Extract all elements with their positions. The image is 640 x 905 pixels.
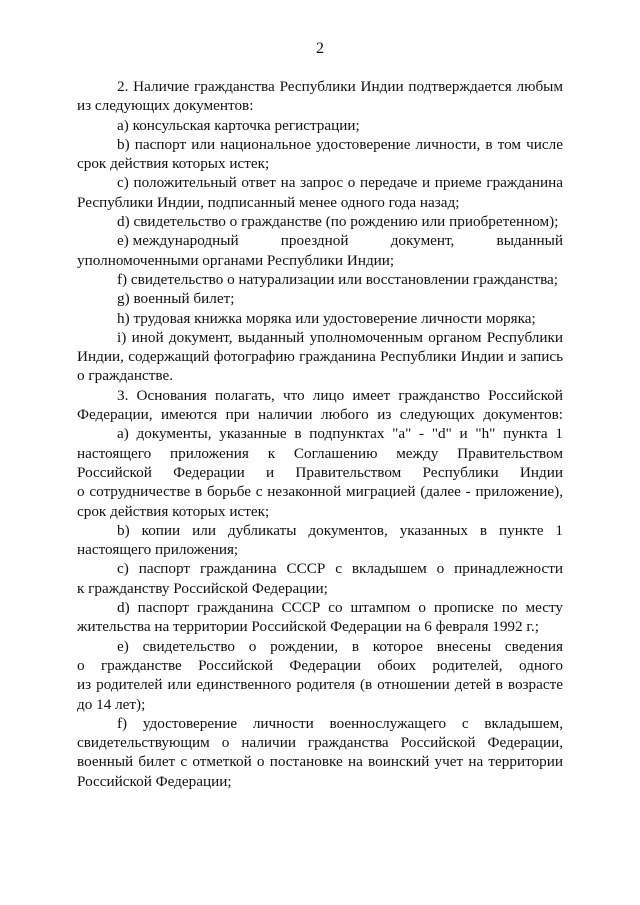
item-3f-line-2: свидетельствующим о наличии гражданства Российской Федерации, xyxy=(77,734,563,752)
item-3e-line-3: из родителей или единственного родителя (в отношении детей в возрасте xyxy=(77,676,563,694)
item-2e-word-3: документ, xyxy=(390,232,455,250)
item-3b-line-1: b) копии или дубликаты документов, указанных в пункте 1 xyxy=(117,521,563,539)
item-2c-line-2: Республики Индии, подписанный менее одного года назад; xyxy=(77,193,460,211)
item-2e-line-1 xyxy=(77,231,563,250)
paragraph-3-line-2: Федерации, имеются при наличии любого из следующих документов: xyxy=(77,406,563,424)
item-3f-line-4: Российской Федерации; xyxy=(77,772,232,790)
item-2d-line-1: d) свидетельство о гражданстве (по рождению или приобретенном); xyxy=(117,213,559,231)
item-2f-line-1: f) свидетельство о натурализации или восстановлении гражданства; xyxy=(117,270,559,288)
item-3e-line-1: е) свидетельство о рождении, в которое внесены сведения xyxy=(117,637,563,655)
item-3c-line-2: к гражданству Российской Федерации; xyxy=(77,579,328,597)
item-3a-line-1: а) документы, указанные в подпунктах "a" - "d" и "h" пункта 1 xyxy=(117,425,563,443)
item-3a-line-5: срок действия которых истек; xyxy=(77,502,270,520)
item-3d-line-2: жительства на территории Российской Федерации на 6 февраля 1992 г.; xyxy=(77,618,539,636)
item-3b-line-2: настоящего приложения; xyxy=(77,541,239,559)
item-2c-line-1: с) положительный ответ на запрос о передаче и приеме гражданина xyxy=(117,174,563,192)
item-3a-line-3: Российской Федерации и Правительством Республики Индии xyxy=(77,463,563,481)
item-3f-line-1: f) удостоверение личности военнослужащего с вкладышем, xyxy=(117,714,563,732)
item-2b-line-1: b) паспорт или национальное удостоверение личности, в том числе xyxy=(117,135,563,153)
item-3e-line-4: до 14 лет); xyxy=(77,695,146,713)
item-2i-line-3: о гражданстве. xyxy=(77,367,174,385)
item-3e-line-2: о гражданстве Российской Федерации обоих родителей, одного xyxy=(77,656,563,674)
item-3d-line-1: d) паспорт гражданина СССР со штампом о прописке по месту xyxy=(117,599,563,617)
item-2g-line-1: g) военный билет; xyxy=(117,290,235,308)
item-3a-line-2: настоящего приложения к Соглашению между Правительством xyxy=(77,444,563,462)
item-2i-line-1: i) иной документ, выданный уполномоченным органом Республики xyxy=(117,328,563,346)
item-2e-word-1: е) международный xyxy=(117,232,239,250)
item-3f-line-3: военный билет с отметкой о постановке на воинский учет на территории xyxy=(77,753,563,771)
item-2e-line-2: уполномоченными органами Республики Индии; xyxy=(77,251,395,269)
item-2h-line-1: h) трудовая книжка моряка или удостоверение личности моряка; xyxy=(117,309,536,327)
item-2a-line-1: а) консульская карточка регистрации; xyxy=(117,116,360,134)
paragraph-3-line-1: 3. Основания полагать, что лицо имеет гражданство Российской xyxy=(117,386,563,404)
paragraph-2-line-1: 2. Наличие гражданства Республики Индии подтверждается любым xyxy=(117,78,563,95)
item-2e-word-2: проездной xyxy=(280,232,349,250)
item-3c-line-1: с) паспорт гражданина СССР с вкладышем о принадлежности xyxy=(117,560,563,578)
document-body xyxy=(77,77,563,791)
item-2i-line-2: Индии, содержащий фотографию гражданина Республики Индии и запись xyxy=(77,348,563,366)
item-2b-line-2: срок действия которых истек; xyxy=(77,155,270,173)
paragraph-2-line-2: из следующих документов: xyxy=(77,97,254,115)
item-2e-word-4: выданный xyxy=(496,232,563,250)
item-3a-line-4: о сотрудничестве в борьбе с незаконной миграцией (далее - приложение), xyxy=(77,483,563,501)
page-number: 2 xyxy=(316,40,324,57)
